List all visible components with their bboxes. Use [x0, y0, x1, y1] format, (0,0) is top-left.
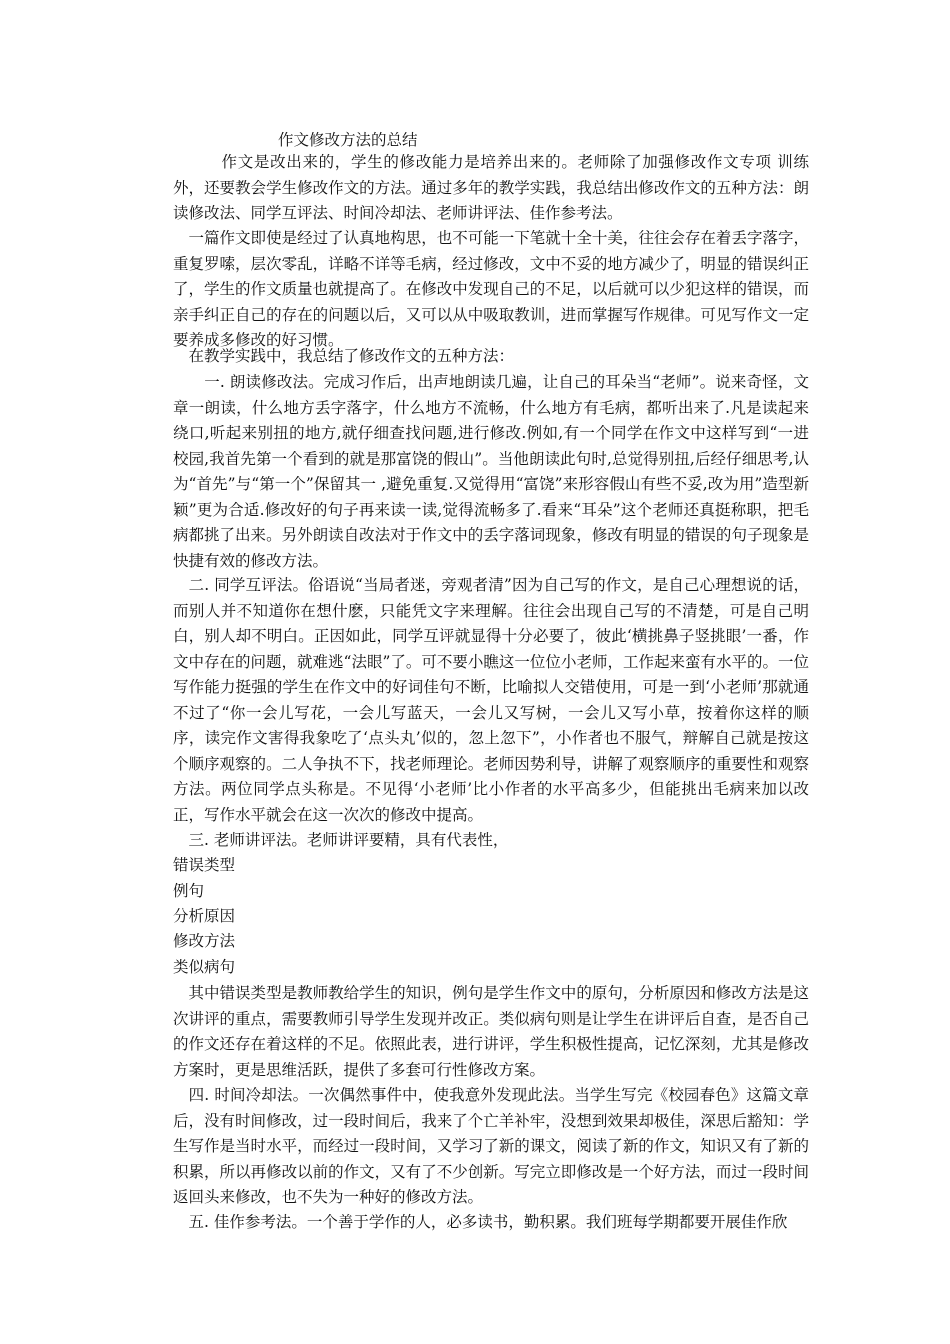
list-item: 例句: [173, 882, 205, 900]
list-item: 类似病句: [173, 958, 236, 976]
list-item: 分析原因: [173, 907, 236, 925]
list-item: 错误类型: [173, 856, 236, 874]
revision-importance-paragraph: 一篇作文即使是经过了认真地构思，也不可能一下笔就十全十美，往往会存在着丢字落字，重复罗嗦，层次零乱，详略不详等毛病，经过修改，文中不妥的地方减少了，明显的错误纠正了，学生的作文质量也就提高了。在修改中发现自己的不足，以后就可以少犯这样的错误，而亲手纠正自己的存在的问题以后，又可以从中吸取教训，进而掌握写作规律。可见写作文一定要养成多修改的好习惯。: [173, 229, 809, 349]
list-item: 修改方法: [173, 932, 236, 950]
document-title: 作文修改方法的总结: [278, 131, 418, 149]
intro-paragraph: 作文是改出来的，学生的修改能力是培养出来的。老师除了加强修改作文专项 训练外，还要教会学生修改作文的方法。通过多年的教学实践，我总结出修改作文的五种方法：朗读修改法、同学互评法、时间冷却法、老师讲评法、佳作参考法。: [173, 153, 809, 222]
method-3-explanation-paragraph: 其中错误类型是教师教给学生的知识，例句是学生作文中的原句，分析原因和修改方法是这次讲评的重点，需要教师引导学生发现并改正。类似病句则是让学生在讲评后自查，是否自己的作文还存在着这样的不足。依照此表，进行讲评，学生积极性提高，记忆深刻，尤其是修改方案时，更是思维活跃，提供了多套可行性修改方案。: [173, 984, 809, 1079]
methods-summary-paragraph: 在教学实践中，我总结了修改作文的五种方法：: [173, 347, 515, 365]
method-2-paragraph: 二. 同学互评法。俗语说“当局者迷，旁观者清”因为自己写的作文，是自己心理想说的话，而别人并不知道你在想什麽，只能凭文字来理解。往往会出现自己写的不清楚，可是自己明白，别人却不明白。正因如此，同学互评就显得十分必要了，彼此‘横挑鼻子竖挑眼’一番，作文中存在的问题，就难逃“法眼”了。可不要小瞧这一位位小老师，工作起来蛮有水平的。一位写作能力挺强的学生在作文中的好词佳句不断，比喻拟人交错使用，可是一到‘小老师’那就通不过了“你一会儿写花，一会儿写蓝天，一会儿又写树，一会儿又写小草，按着你这样的顺序，读完作文害得我象吃了‘点头丸’似的，忽上忽下”，小作者也不服气，辩解自己就是按这个顺序观察的。二人争执不下，找老师理论。老师因势利导，讲解了观察顺序的重要性和观察方法。两位同学点头称是。不见得‘小老师’比小作者的水平高多少，但能挑出毛病来加以改正，写作水平就会在这一次次的修改中提高。: [173, 576, 809, 824]
method-5-paragraph: 五. 佳作参考法。一个善于学作的人，必多读书，勤积累。我们班每学期都要开展佳作欣: [173, 1213, 788, 1231]
method-3-paragraph: 三. 老师讲评法。老师讲评要精，具有代表性，: [173, 831, 509, 849]
method-4-paragraph: 四. 时间冷却法。一次偶然事件中，使我意外发现此法。当学生写完《校园春色》这篇文章后，没有时间修改，过一段时间后，我来了个亡羊补牢，没想到效果却极佳，深思后豁知：学生写作是当时水平，而经过一段时间，又学习了新的课文，阅读了新的作文，知识又有了新的积累，所以再修改以前的作文，又有了不少创新。写完立即修改是一个好方法，而过一段时间返回头来修改，也不失为一种好的修改方法。: [173, 1086, 809, 1206]
method-1-paragraph: 一. 朗读修改法。完成习作后，出声地朗读几遍，让自己的耳朵当“老师”。说来奇怪，文章一朗读，什么地方丢字落字，什么地方不流畅，什么地方有毛病，都听出来了.凡是读起来绕口,听起来别扭的地方,就仔细查找问题,进行修改.例如,有一个同学在作文中这样写到“一进校园,我首先第一个看到的就是那富饶的假山”。当他朗读此句时,总觉得别扭,后经仔细思考,认为“首先”与“第一个”保留其一 ,避免重复.又觉得用“富饶”来形容假山有些不妥,改为用”造型新颖”更为合适.修改好的句子再来读一读,觉得流畅多了.看来“耳朵”这个老师还真挺称职，把毛病都挑了出来。另外朗读自改法对于作文中的丢字落词现象，修改有明显的错误的句子现象是快捷有效的修改方法。: [173, 373, 809, 570]
